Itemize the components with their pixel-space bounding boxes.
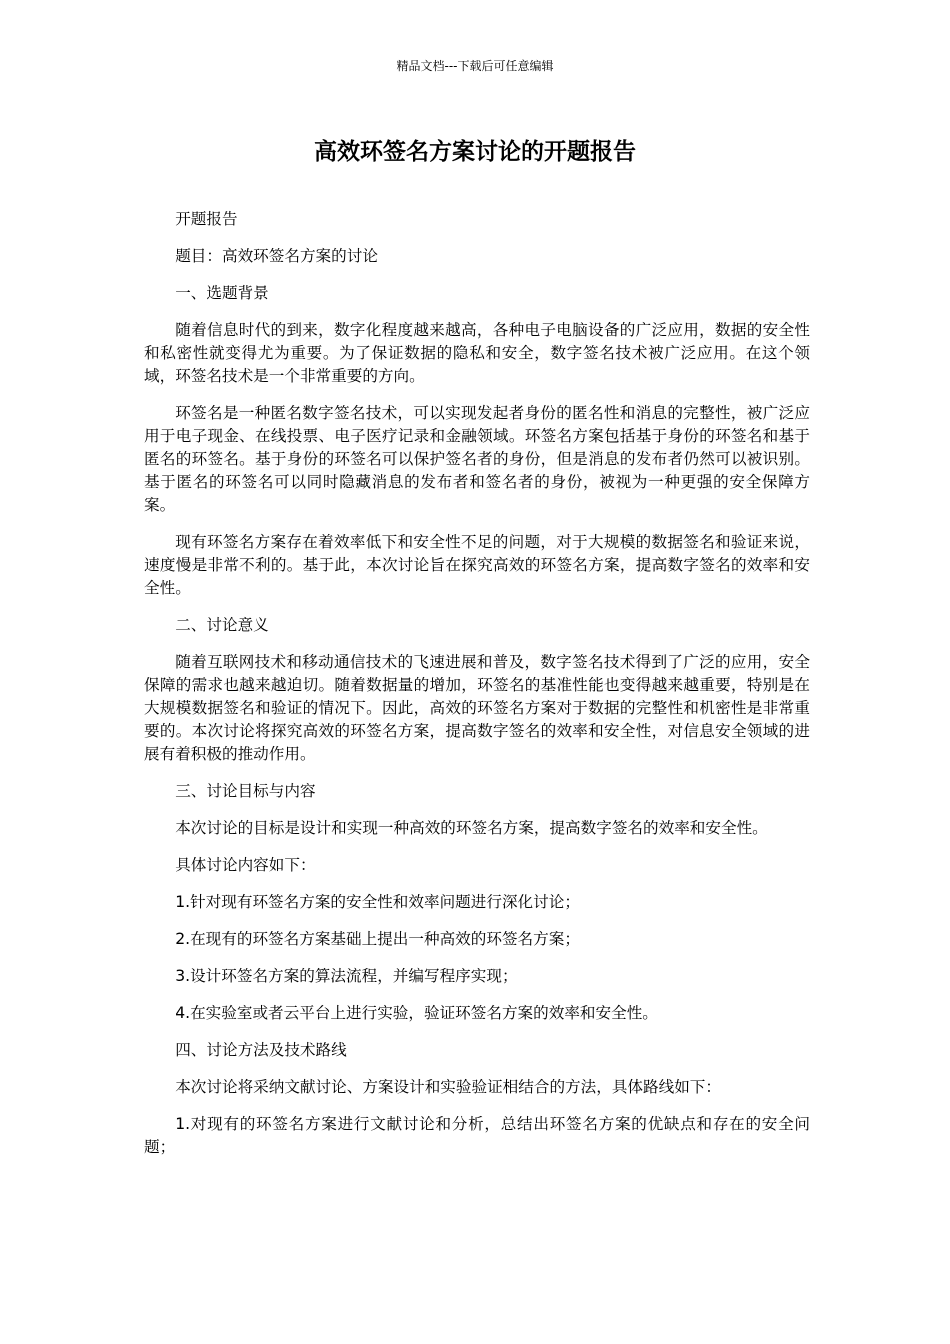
list-item-content-1: 1.针对现有环签名方案的安全性和效率问题进行深化讨论； [175,893,580,911]
section-heading-significance: 二、讨论意义 [175,616,269,634]
paragraph-report-label: 开题报告 [175,210,238,228]
document-title: 高效环签名方案讨论的开题报告 [314,139,636,165]
document-body [144,208,810,1173]
paragraph-background-2: 环签名是一种匿名数字签名技术，可以实现发起者身份的匿名性和消息的完整性，被广泛应用于电子现金、在线投票、电子医疗记录和金融领域。环签名方案包括基于身份的环签名和基于匿名的环签名。基于身份的环签名可以保护签名者的身份，但是消息的发布者仍然可以被识别。基于匿名的环签名可以同时隐藏消息的发布者和签名者的身份，被视为一种更强的安全保障方案。 [144,404,810,514]
paragraph-goals: 本次讨论的目标是设计和实现一种高效的环签名方案，提高数字签名的效率和安全性。 [175,819,768,837]
paragraph-background-1: 随着信息时代的到来，数字化程度越来越高，各种电子电脑设备的广泛应用，数据的安全性和私密性就变得尤为重要。为了保证数据的隐私和安全，数字签名技术被广泛应用。在这个领域，环签名技术是一个非常重要的方向。 [144,321,810,385]
paragraph-content-intro: 具体讨论内容如下： [175,856,316,874]
list-item-content-4: 4.在实验室或者云平台上进行实验，验证环签名方案的效率和安全性。 [175,1004,658,1022]
header-note: 精品文档---下载后可任意编辑 [396,59,554,73]
list-item-method-1: 1.对现有的环签名方案进行文献讨论和分析，总结出环签名方案的优缺点和存在的安全问题； [144,1115,810,1156]
list-item-content-2: 2.在现有的环签名方案基础上提出一种高效的环签名方案； [175,930,580,948]
list-item-content-3: 3.设计环签名方案的算法流程，并编写程序实现； [175,967,518,985]
paragraph-significance: 随着互联网技术和移动通信技术的飞速进展和普及，数字签名技术得到了广泛的应用，安全保障的需求也越来越迫切。随着数据量的增加，环签名的基准性能也变得越来越重要，特别是在大规模数据签名和验证的情况下。因此，高效的环签名方案对于数据的完整性和机密性是非常重要的。本次讨论将探究高效的环签名方案，提高数字签名的效率和安全性，对信息安全领域的进展有着积极的推动作用。 [144,653,810,763]
paragraph-topic: 题目：高效环签名方案的讨论 [175,247,378,265]
section-heading-goals: 三、讨论目标与内容 [175,782,316,800]
section-heading-methods: 四、讨论方法及技术路线 [175,1041,347,1059]
paragraph-methods-intro: 本次讨论将采纳文献讨论、方案设计和实验验证相结合的方法，具体路线如下： [175,1078,721,1096]
section-heading-background: 一、选题背景 [175,284,269,302]
paragraph-background-3: 现有环签名方案存在着效率低下和安全性不足的问题，对于大规模的数据签名和验证来说，速度慢是非常不利的。基于此，本次讨论旨在探究高效的环签名方案，提高数字签名的效率和安全性。 [144,533,810,597]
